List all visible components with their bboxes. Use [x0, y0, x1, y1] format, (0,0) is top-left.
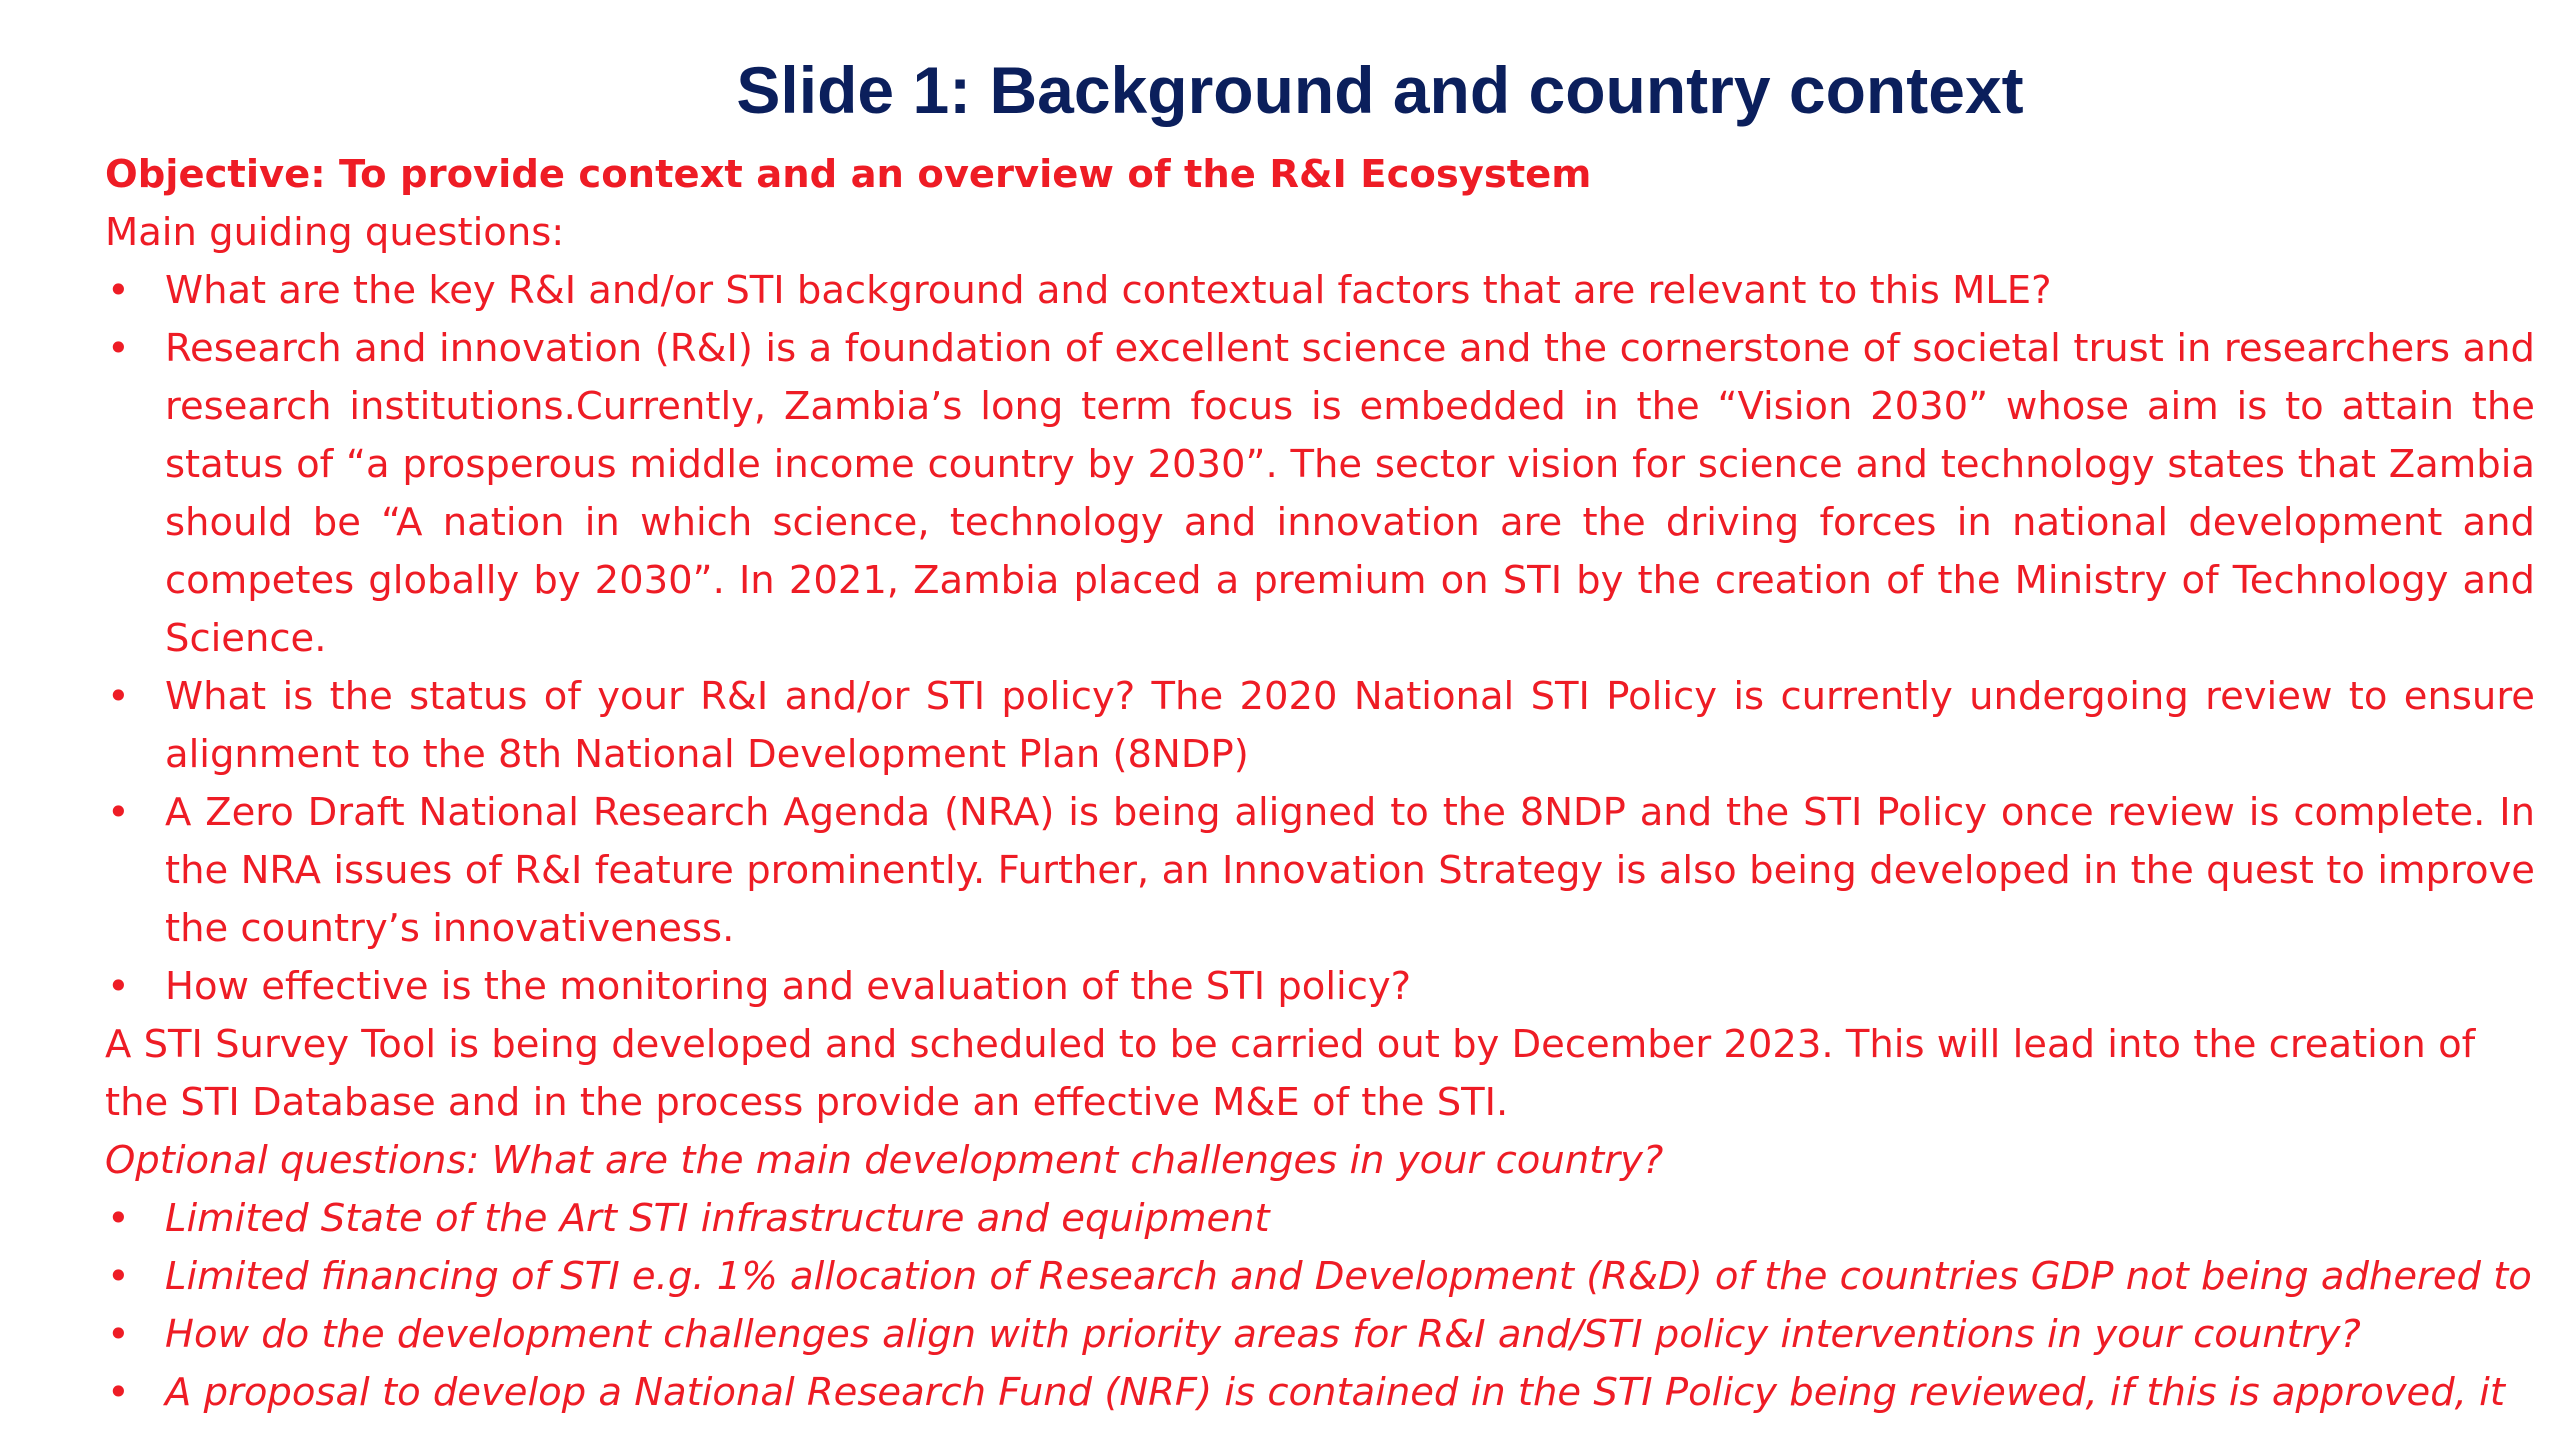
bullet-icon: •	[107, 674, 130, 719]
objective-line: Objective: To provide context and an overview of the R&I Ecosystem	[105, 152, 1592, 197]
slide-title: Slide 1: Background and country context	[736, 53, 2024, 127]
list-item	[105, 958, 2535, 1016]
bullet-icon: •	[107, 964, 130, 1009]
list-item	[105, 262, 2535, 320]
bullet-text: What is the status of your R&I and/or STI policy? The 2020 National STI Policy is currently undergoing review to ensure alignment to the 8th National Development Plan (8NDP)	[165, 674, 2535, 777]
bullet-text: A Zero Draft National Research Agenda (NRA) is being aligned to the 8NDP and the STI Policy once review is complete. In the NRA issues of R&I feature prominently. Further, an Innovation Strategy is also being developed in the quest to improve the country’s innovativeness.	[165, 790, 2535, 951]
bullet-icon: •	[107, 1312, 130, 1357]
slide-content	[105, 146, 2535, 1422]
bullet-icon: •	[107, 326, 130, 371]
bullet-text: Limited State of the Art STI infrastructure and equipment	[165, 1196, 1270, 1241]
bullet-icon: •	[107, 1370, 130, 1415]
list-item	[105, 668, 2535, 784]
optional-questions-label: Optional questions: What are the main development challenges in your country?	[105, 1138, 1664, 1183]
bullet-icon: •	[107, 1254, 130, 1299]
optional-bullet-list	[105, 1190, 2535, 1422]
main-bullet-list	[105, 262, 2535, 1016]
list-item	[105, 1306, 2535, 1364]
bullet-icon: •	[107, 790, 130, 835]
bullet-text: Research and innovation (R&I) is a foundation of excellent science and the cornerstone of societal trust in researchers and research institutions.Currently, Zambia’s long term focus is embedded in the “Vision 2030” whose aim is to attain the status of “a prosperous middle income country by 2030”. The sector vision for science and technology states that Zambia should be “A nation in which science, technology and innovation are the driving forces in national development and competes globally by 2030”. In 2021, Zambia placed a premium on STI by the creation of the Ministry of Technology and Science.	[165, 326, 2535, 661]
list-item	[105, 1364, 2535, 1422]
bullet-text: What are the key R&I and/or STI background and contextual factors that are relevant to this MLE?	[165, 268, 2052, 313]
list-item	[105, 320, 2535, 668]
list-item	[105, 1190, 2535, 1248]
bullet-text: How do the development challenges align with priority areas for R&I and/STI policy interventions in your country?	[165, 1312, 2361, 1357]
list-item	[105, 1248, 2535, 1306]
bullet-text: How effective is the monitoring and evaluation of the STI policy?	[165, 964, 1412, 1009]
list-item	[105, 784, 2535, 958]
bullet-text: A proposal to develop a National Research Fund (NRF) is contained in the STI Policy being reviewed, if this is approved, it	[165, 1370, 2505, 1415]
bullet-icon: •	[107, 1196, 130, 1241]
survey-paragraph: A STI Survey Tool is being developed and scheduled to be carried out by December 2023. This will lead into the creation of the STI Database and in the process provide an effective M&E of the STI.	[105, 1022, 2476, 1125]
bullet-text: Limited financing of STI e.g. 1% allocation of Research and Development (R&D) of the countries GDP not being adhered to	[165, 1254, 2532, 1299]
bullet-icon: •	[107, 268, 130, 313]
guiding-questions-label: Main guiding questions:	[105, 210, 565, 255]
